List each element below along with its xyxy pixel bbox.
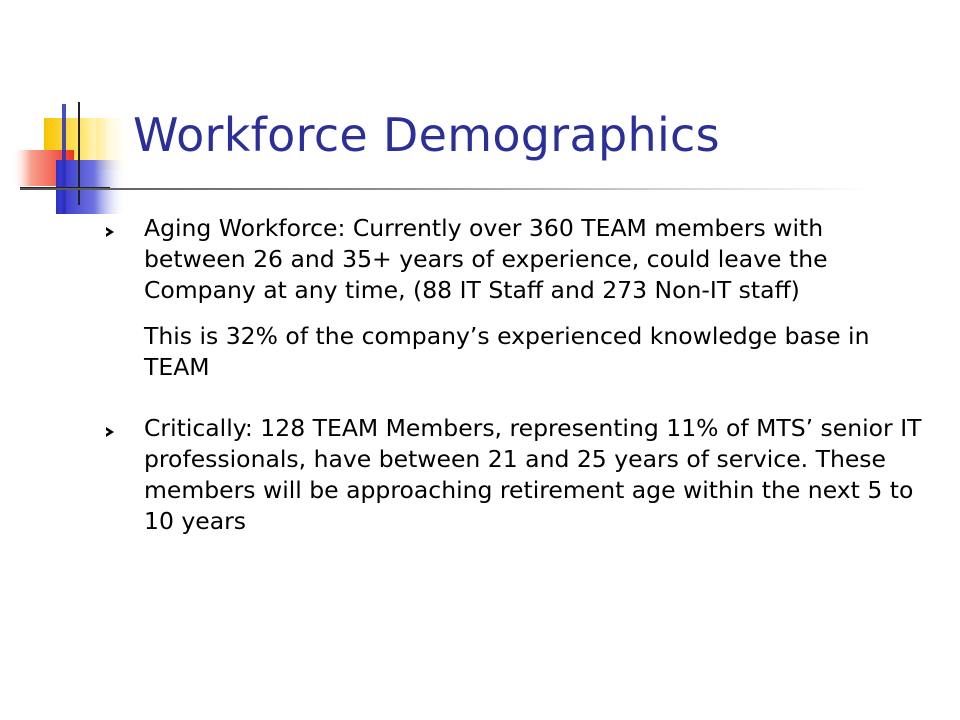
bullet-text: Aging Workforce: Currently over 360 TEAM members with between 26 and 35+ years of experience, could leave the Company at any time, (88 IT Staff and 273 Non-IT staff) [144,214,828,304]
title-underline [20,188,870,190]
blue-vertical-bar [62,104,66,214]
bullet-text: Critically: 128 TEAM Members, representing 11% of MTS’ senior IT professionals, have between 21 and 25 years of service. These members will be approaching retirement age within the next 5 to 10 years [144,414,922,535]
bullet-list [106,213,926,537]
arrowhead-bullet-icon [106,227,114,237]
bullet-item [106,213,926,306]
bullet-subtext: This is 32% of the company’s experienced knowledge base in TEAM [144,322,870,381]
arrowhead-bullet-icon [106,427,114,437]
slide-title: Workforce Demographics [133,108,720,162]
bullet-item [106,413,926,537]
